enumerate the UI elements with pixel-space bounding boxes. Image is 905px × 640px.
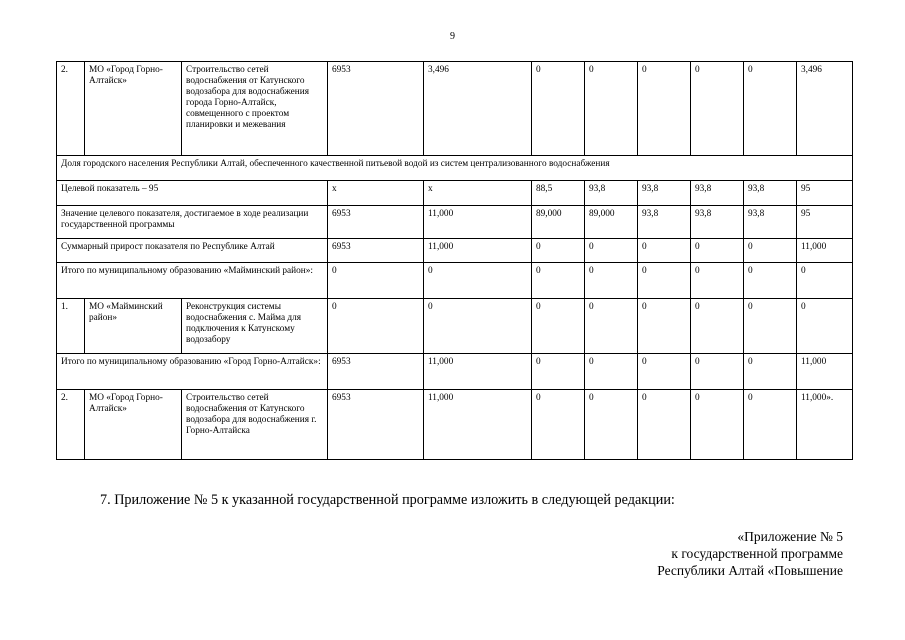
row-number-cell: 1. xyxy=(57,299,85,354)
row-number-cell: 2. xyxy=(57,62,85,156)
value-cell: 93,8 xyxy=(691,206,744,239)
value-cell: 0 xyxy=(744,239,797,263)
value-cell: 0 xyxy=(532,354,585,390)
summary-label-cell: Итого по муниципальному образованию «Майминский район»: xyxy=(57,263,328,299)
value-cell: 93,8 xyxy=(744,181,797,206)
value-cell: 0 xyxy=(744,263,797,299)
value-cell: 95 xyxy=(797,206,853,239)
value-cell: 0 xyxy=(585,390,638,460)
description-cell: Строительство сетей водоснабжения от Катунского водозабора для водоснабжения города Горно-Алтайск, совмещенного с проектом планировки и межевания xyxy=(182,62,328,156)
table-row xyxy=(57,206,853,239)
description-cell: Реконструкция системы водоснабжения с. Майма для подключения к Катунскому водозабору xyxy=(182,299,328,354)
value-cell: 11,000 xyxy=(797,239,853,263)
value-cell: x xyxy=(328,181,424,206)
value-cell: 0 xyxy=(638,239,691,263)
value-cell: 3,496 xyxy=(797,62,853,156)
summary-label-cell: Целевой показатель – 95 xyxy=(57,181,328,206)
value-cell: 11,000». xyxy=(797,390,853,460)
value-cell: 0 xyxy=(638,62,691,156)
table-row xyxy=(57,390,853,460)
value-cell: 0 xyxy=(691,390,744,460)
table-row xyxy=(57,263,853,299)
value-cell: 0 xyxy=(532,62,585,156)
value-cell: 0 xyxy=(585,299,638,354)
value-cell: 3,496 xyxy=(424,62,532,156)
value-cell: 89,000 xyxy=(532,206,585,239)
table-row xyxy=(57,299,853,354)
value-cell: 0 xyxy=(638,263,691,299)
value-cell: 0 xyxy=(585,62,638,156)
value-cell: x xyxy=(424,181,532,206)
appendix-line: «Приложение № 5 xyxy=(737,529,843,544)
value-cell: 93,8 xyxy=(744,206,797,239)
value-cell: 95 xyxy=(797,181,853,206)
value-cell: 0 xyxy=(532,239,585,263)
value-cell: 0 xyxy=(532,390,585,460)
summary-label-cell: Суммарный прирост показателя по Республике Алтай xyxy=(57,239,328,263)
table-row xyxy=(57,62,853,156)
value-cell: 93,8 xyxy=(691,181,744,206)
value-cell: 0 xyxy=(638,390,691,460)
value-cell: 0 xyxy=(585,354,638,390)
summary-label-cell: Итого по муниципальному образованию «Город Горно-Алтайск»: xyxy=(57,354,328,390)
municipality-cell: МО «Город Горно-Алтайск» xyxy=(85,390,182,460)
description-cell: Строительство сетей водоснабжения от Катунского водозабора для водоснабжения г. Горно-Алтайска xyxy=(182,390,328,460)
value-cell: 0 xyxy=(328,263,424,299)
value-cell: 6953 xyxy=(328,239,424,263)
value-cell: 6953 xyxy=(328,354,424,390)
value-cell: 6953 xyxy=(328,206,424,239)
value-cell: 0 xyxy=(797,299,853,354)
value-cell: 89,000 xyxy=(585,206,638,239)
value-cell: 0 xyxy=(585,239,638,263)
row-number-cell: 2. xyxy=(57,390,85,460)
value-cell: 0 xyxy=(691,62,744,156)
value-cell: 93,8 xyxy=(585,181,638,206)
value-cell: 11,000 xyxy=(424,239,532,263)
value-cell: 0 xyxy=(638,354,691,390)
table-row xyxy=(57,156,853,181)
value-cell: 0 xyxy=(744,62,797,156)
section-heading-cell: Доля городского населения Республики Алтай, обеспеченного качественной питьевой водой из систем централизованного водоснабжения xyxy=(57,156,853,181)
value-cell: 0 xyxy=(585,263,638,299)
value-cell: 93,8 xyxy=(638,206,691,239)
municipality-cell: МО «Майминский район» xyxy=(85,299,182,354)
value-cell: 0 xyxy=(744,354,797,390)
value-cell: 0 xyxy=(691,354,744,390)
value-cell: 0 xyxy=(638,299,691,354)
value-cell: 0 xyxy=(532,299,585,354)
instruction-paragraph: 7. Приложение № 5 к указанной государственной программе изложить в следующей редакции: xyxy=(100,492,675,508)
value-cell: 0 xyxy=(691,299,744,354)
municipality-cell: МО «Город Горно-Алтайск» xyxy=(85,62,182,156)
value-cell: 11,000 xyxy=(424,206,532,239)
value-cell: 0 xyxy=(744,299,797,354)
table-row xyxy=(57,239,853,263)
program-table xyxy=(56,61,853,460)
value-cell: 0 xyxy=(424,299,532,354)
value-cell: 0 xyxy=(797,263,853,299)
page-number: 9 xyxy=(450,31,455,42)
value-cell: 6953 xyxy=(328,390,424,460)
value-cell: 93,8 xyxy=(638,181,691,206)
value-cell: 0 xyxy=(424,263,532,299)
appendix-line: к государственной программе xyxy=(671,546,843,561)
table-row xyxy=(57,181,853,206)
value-cell: 0 xyxy=(744,390,797,460)
value-cell: 11,000 xyxy=(797,354,853,390)
value-cell: 0 xyxy=(691,239,744,263)
summary-label-cell: Значение целевого показателя, достигаемое в ходе реализации государственной программы xyxy=(57,206,328,239)
value-cell: 11,000 xyxy=(424,390,532,460)
value-cell: 11,000 xyxy=(424,354,532,390)
table-row xyxy=(57,354,853,390)
value-cell: 0 xyxy=(328,299,424,354)
appendix-header xyxy=(657,528,843,579)
appendix-line: Республики Алтай «Повышение xyxy=(657,563,843,578)
value-cell: 88,5 xyxy=(532,181,585,206)
value-cell: 0 xyxy=(532,263,585,299)
value-cell: 0 xyxy=(691,263,744,299)
value-cell: 6953 xyxy=(328,62,424,156)
